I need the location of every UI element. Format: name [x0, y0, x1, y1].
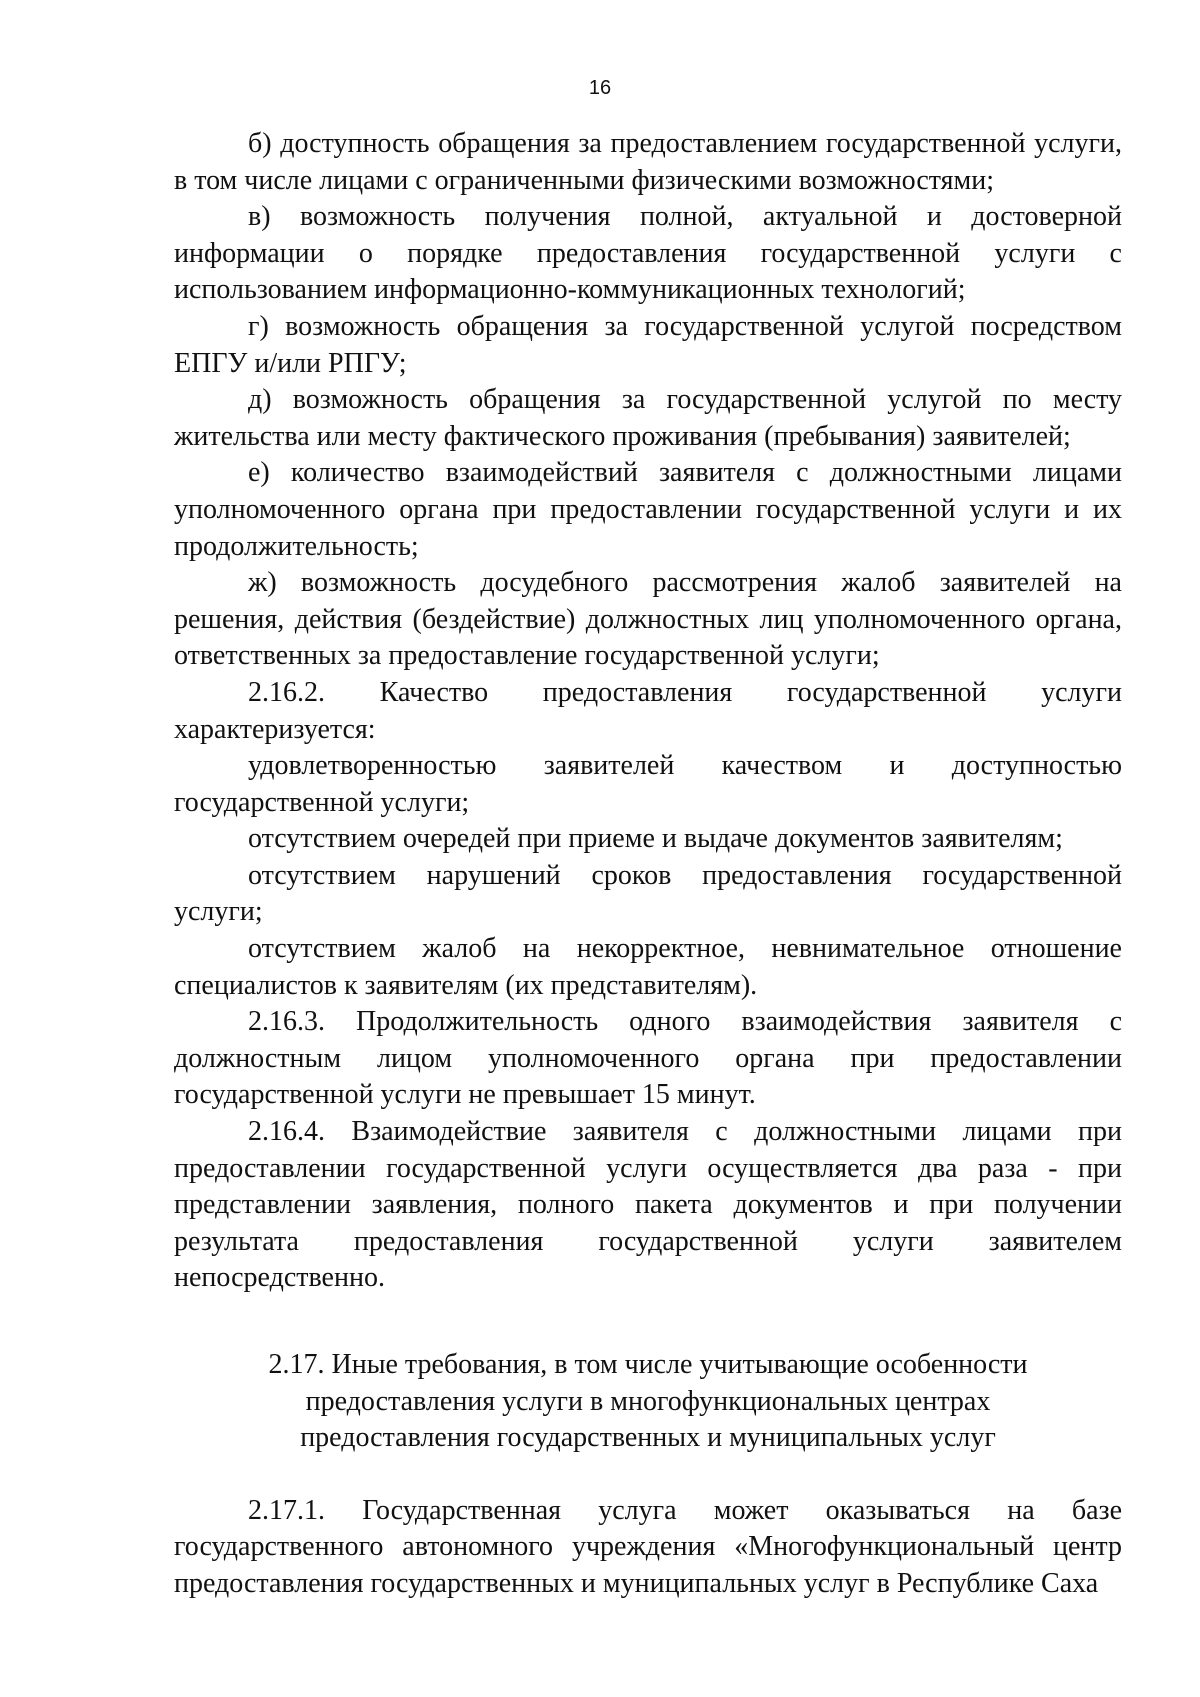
section-heading: [174, 1347, 1122, 1457]
paragraph: в) возможность получения полной, актуальной и достоверной информации о порядке предоставления государственной услуги с использованием информационно-коммуникационных технологий;: [174, 201, 1122, 306]
paragraph: 2.16.4. Взаимодействие заявителя с должностными лицами при предоставлении государственной услуги осуществляется два раза - при представлении заявления, полного пакета документов и при получении результата предоставления государственной услуги заявителем непосредственно.: [174, 1116, 1122, 1294]
paragraph: отсутствием очередей при приеме и выдаче документов заявителям;: [248, 823, 1063, 855]
paragraph: отсутствием жалоб на некорректное, невнимательное отношение специалистов к заявителям (их представителям).: [174, 933, 1122, 1001]
section-heading-line: предоставления государственных и муниципальных услуг: [300, 1422, 996, 1454]
paragraph: г) возможность обращения за государственной услугой посредством ЕПГУ и/или РПГУ;: [174, 310, 1122, 379]
document-body: [174, 126, 1122, 1603]
paragraph: удовлетворенностью заявителей качеством и доступностью государственной услуги;: [174, 750, 1122, 818]
paragraph: е) количество взаимодействий заявителя с должностными лицами уполномоченного органа при предоставлении государственной услуги и их продолжительность;: [174, 457, 1122, 562]
section-heading-line: предоставления услуги в многофункциональных центрах: [305, 1385, 991, 1417]
paragraph: 2.17.1. Государственная услуга может оказываться на базе государственного автономного учреждения «Многофункциональный центр предоставления государственных и муниципальных услуг в Республике Саха: [174, 1494, 1122, 1599]
paragraph: д) возможность обращения за государственной услугой по месту жительства или месту фактического проживания (пребывания) заявителей;: [174, 384, 1122, 452]
section-heading-line: 2.17. Иные требования, в том числе учитывающие особенности: [268, 1349, 1028, 1380]
paragraph: 2.16.3. Продолжительность одного взаимодействия заявителя с должностным лицом уполномоченного органа при предоставлении государственной услуги не превышает 15 минут.: [174, 1006, 1122, 1111]
paragraph: б) доступность обращения за предоставлением государственной услуги, в том числе лицами с ограниченными физическими возможностями;: [174, 128, 1122, 196]
page-number: 16: [588, 77, 612, 99]
paragraph: 2.16.2. Качество предоставления государственной услуги характеризуется:: [174, 676, 1122, 745]
paragraph: ж) возможность досудебного рассмотрения жалоб заявителей на решения, действия (бездействие) должностных лиц уполномоченного органа, ответственных за предоставление государственной услуги;: [174, 567, 1122, 672]
paragraph: отсутствием нарушений сроков предоставления государственной услуги;: [174, 859, 1122, 928]
